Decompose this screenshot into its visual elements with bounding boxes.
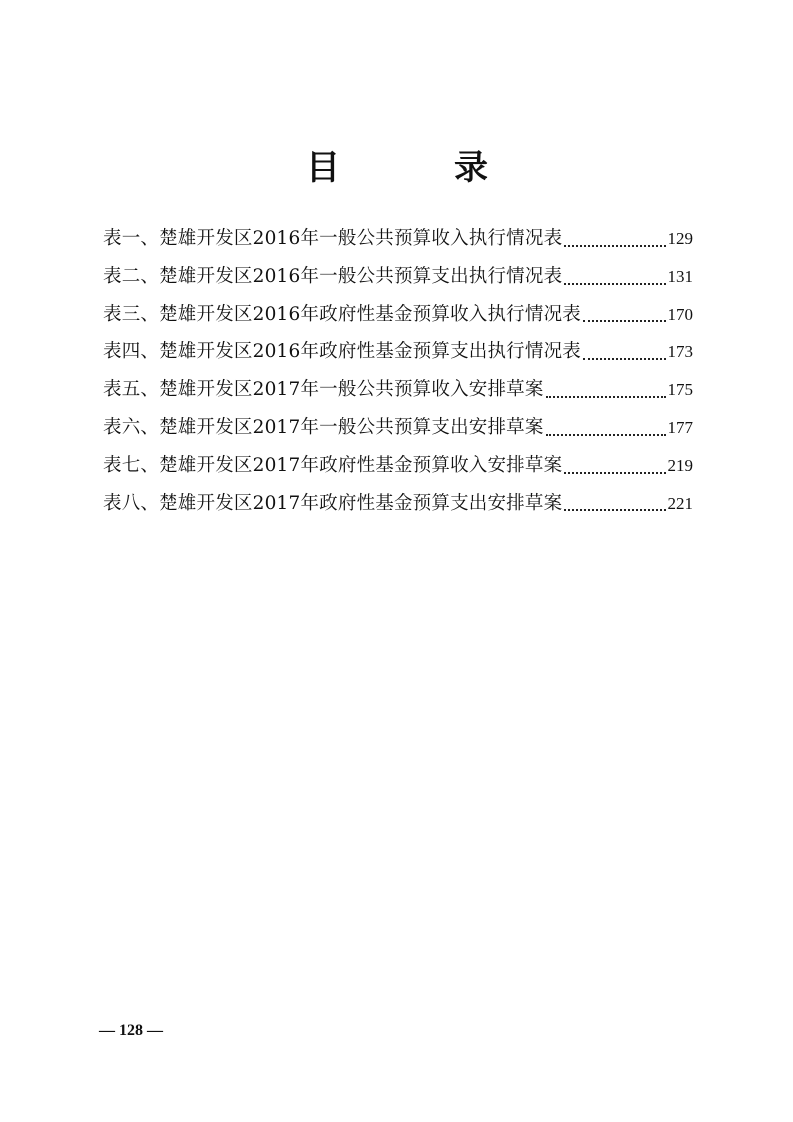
toc-entry-title: 表四、楚雄开发区2016年政府性基金预算支出执行情况表: [103, 341, 581, 363]
toc-leader-dots: [546, 396, 666, 398]
toc-entry-title: 表一、楚雄开发区2016年一般公共预算收入执行情况表: [103, 228, 563, 249]
toc-entry[interactable]: [103, 300, 693, 338]
toc-entry-page: 129: [667, 229, 693, 248]
toc-entry[interactable]: [103, 262, 693, 300]
toc-entry-title: 表七、楚雄开发区2017年政府性基金预算收入安排草案: [103, 454, 563, 476]
toc-entry[interactable]: [103, 413, 693, 451]
toc-leader-dots: [564, 509, 665, 511]
toc-leader-dots: [583, 358, 666, 360]
toc-entry[interactable]: [103, 224, 693, 262]
toc-entry-page: 177: [667, 417, 693, 437]
page-number: — 128 —: [99, 1022, 163, 1039]
toc-entry-page: 131: [667, 266, 693, 286]
toc-leader-dots: [583, 320, 666, 322]
toc-leader-dots: [564, 472, 665, 474]
toc-entry[interactable]: [103, 375, 693, 413]
toc-entry-title: 表六、楚雄开发区2017年一般公共预算支出安排草案: [103, 416, 544, 438]
toc-entry-page: 170: [667, 304, 693, 324]
page-title: [0, 146, 793, 190]
toc-entry-title: 表二、楚雄开发区2016年一般公共预算支出执行情况表: [103, 265, 563, 287]
toc-entry-title: 表八、楚雄开发区2017年政府性基金预算支出安排草案: [103, 492, 563, 514]
toc-entry-page: 219: [667, 455, 693, 475]
toc-entry-page: 175: [667, 380, 693, 400]
toc-entry[interactable]: [103, 337, 693, 375]
title-char-2: 录: [454, 148, 488, 188]
toc-leader-dots: [564, 245, 665, 247]
toc-entry-page: 221: [667, 493, 693, 513]
toc-entry[interactable]: [103, 451, 693, 489]
table-of-contents: [103, 224, 693, 526]
toc-entry-page: 173: [667, 342, 693, 362]
toc-entry-title: 表三、楚雄开发区2016年政府性基金预算收入执行情况表: [103, 303, 581, 325]
toc-leader-dots: [564, 283, 665, 285]
title-char-1: 目: [306, 148, 340, 188]
toc-leader-dots: [546, 434, 666, 436]
toc-entry-title: 表五、楚雄开发区2017年一般公共预算收入安排草案: [103, 379, 544, 401]
toc-entry[interactable]: [103, 489, 693, 527]
